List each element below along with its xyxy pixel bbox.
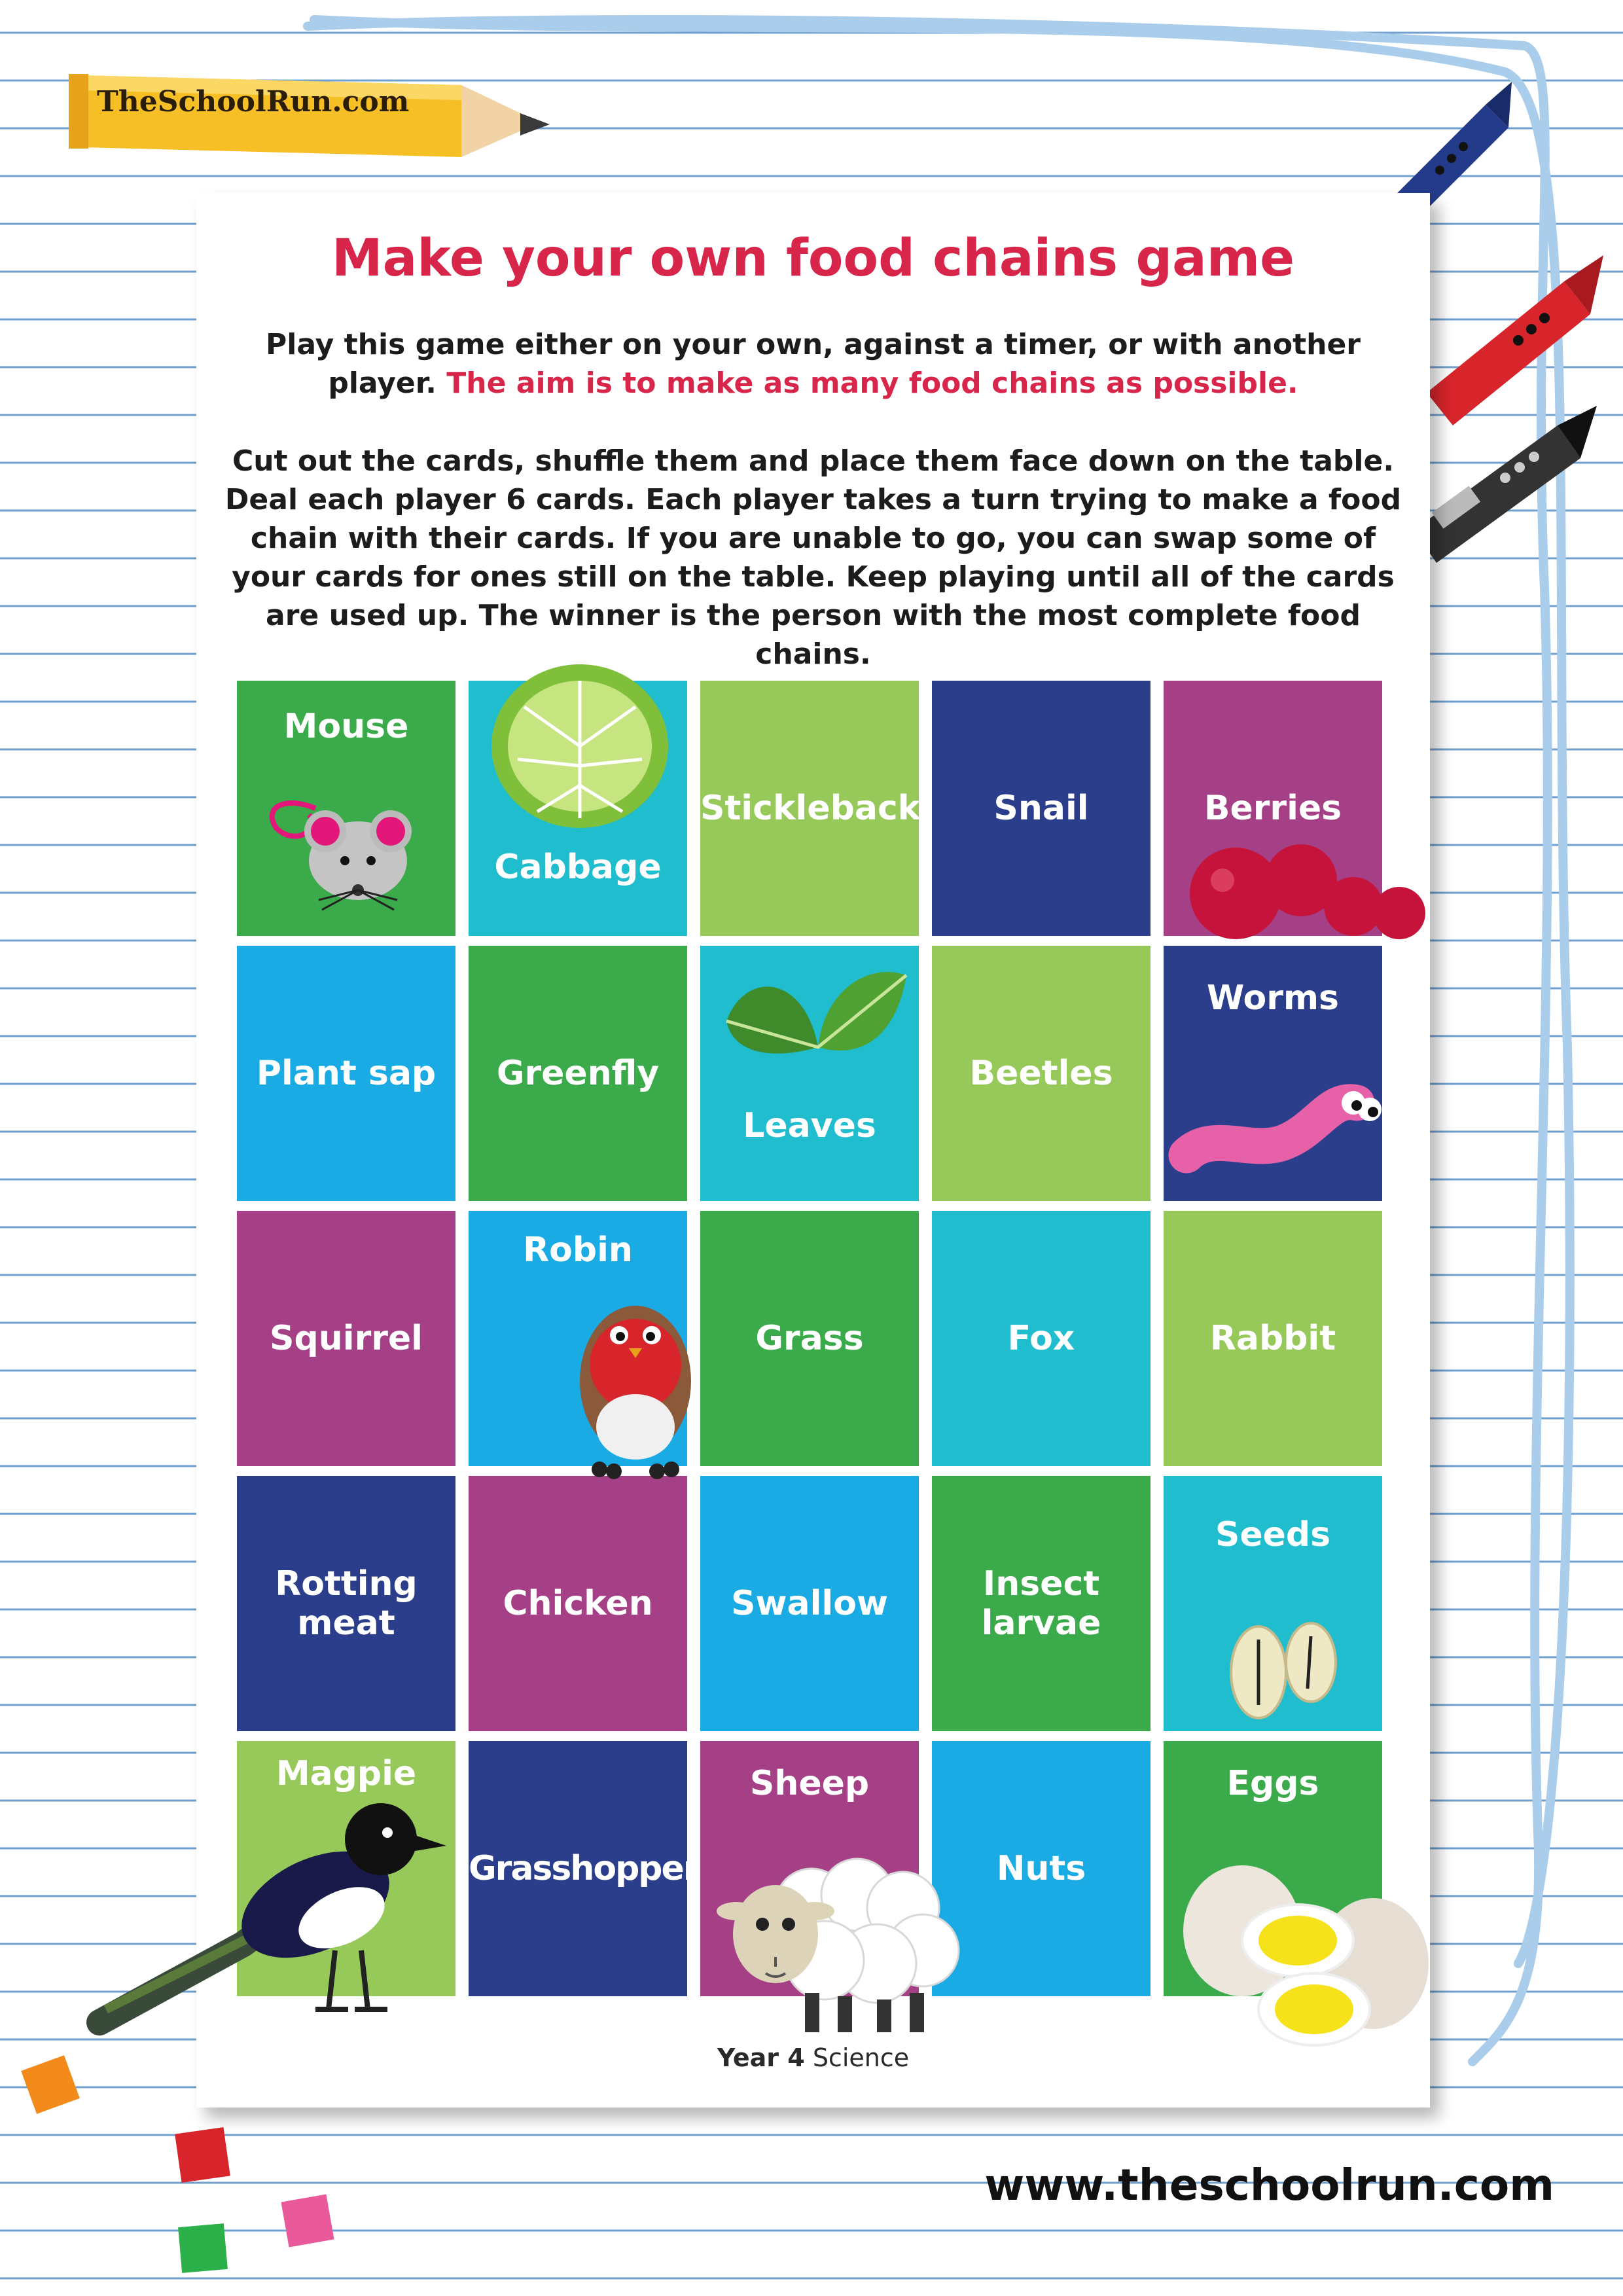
card-label: Swallow — [731, 1584, 888, 1623]
card-label: Greenfly — [496, 1054, 660, 1093]
card-grass[interactable] — [700, 1211, 919, 1466]
leaves-icon — [720, 962, 910, 1093]
card-magpie[interactable] — [237, 1741, 455, 1996]
sheep-icon — [713, 1846, 969, 2036]
berries-icon — [1183, 834, 1438, 946]
aim-text: The aim is to make as many food chains as possible. — [446, 367, 1298, 400]
card-label: Stickleback — [700, 789, 921, 828]
card-label: Insect larvae — [981, 1564, 1101, 1643]
cabbage-icon — [485, 655, 675, 838]
card-label: Berries — [1204, 789, 1342, 828]
card-cabbage[interactable] — [469, 681, 687, 936]
card-label: Seeds — [1215, 1515, 1331, 1554]
card-label: Snail — [993, 789, 1089, 828]
card-rabbit[interactable] — [1164, 1211, 1382, 1466]
card-label: Mouse — [283, 707, 409, 746]
card-greenfly[interactable] — [469, 946, 687, 1201]
footer-year: Year 4 — [717, 2043, 805, 2072]
card-grid — [237, 681, 1383, 1888]
card-label: Beetles — [969, 1054, 1113, 1093]
card-label: Eggs — [1226, 1764, 1319, 1803]
card-beetles[interactable] — [932, 946, 1150, 1201]
card-stickleback[interactable] — [700, 681, 919, 936]
card-label: Magpie — [276, 1754, 417, 1793]
card-grasshopper[interactable] — [469, 1741, 699, 1996]
card-label: Grass — [755, 1319, 864, 1358]
card-snail[interactable] — [932, 681, 1150, 936]
confetti-red — [175, 2127, 230, 2183]
card-label: Chicken — [503, 1584, 653, 1623]
logo-text: TheSchoolRun.com — [97, 85, 410, 118]
card-squirrel[interactable] — [237, 1211, 455, 1466]
website-url[interactable]: www.theschoolrun.com — [984, 2160, 1554, 2210]
card-label: Squirrel — [270, 1319, 423, 1358]
crayon-black-icon — [1407, 399, 1603, 550]
crayon-red-icon — [1414, 242, 1610, 412]
card-chicken[interactable] — [469, 1476, 687, 1731]
card-label: Rabbit — [1209, 1319, 1336, 1358]
robin-icon — [573, 1289, 698, 1479]
worm-icon — [1173, 1077, 1389, 1181]
confetti-green — [178, 2223, 228, 2273]
card-mouse[interactable] — [237, 681, 455, 936]
card-label: Cabbage — [494, 848, 662, 887]
eggs-icon — [1177, 1852, 1452, 2062]
magpie-icon — [99, 1793, 453, 2036]
intro-paragraph — [223, 325, 1404, 403]
card-plant-sap[interactable] — [237, 946, 455, 1201]
card-label: Worms — [1206, 978, 1339, 1018]
card-label: Fox — [1007, 1319, 1075, 1358]
instructions-paragraph: Cut out the cards, shuffle them and place them face down on the table. Deal each player 6 cards. Each player takes a turn trying to make a food chain with their cards. If you are unable to go, you can swap some of your cards for ones still on the table. Keep playing until all of the cards are used up. The winner is the person with the most complete food chains. — [224, 444, 1402, 671]
card-label: Robin — [523, 1230, 633, 1270]
card-rotting-meat[interactable] — [237, 1476, 455, 1731]
card-worms[interactable] — [1164, 946, 1382, 1201]
card-fox[interactable] — [932, 1211, 1150, 1466]
intro-text: Play this game either on your own, against a timer, or with another player. — [265, 328, 1361, 400]
card-label: Sheep — [749, 1764, 870, 1803]
card-seeds[interactable] — [1164, 1476, 1382, 1731]
seeds-icon — [1222, 1617, 1347, 1721]
card-label: Nuts — [996, 1849, 1086, 1888]
page-title: Make your own food chains game — [332, 229, 1294, 288]
card-eggs[interactable] — [1164, 1741, 1382, 1996]
confetti-pink — [281, 2194, 334, 2247]
card-insect-larvae[interactable] — [932, 1476, 1150, 1731]
card-label: Grasshopper — [469, 1849, 699, 1888]
card-label: Leaves — [743, 1106, 876, 1145]
footer-subject: Science — [812, 2043, 910, 2072]
card-robin[interactable] — [469, 1211, 687, 1466]
card-sheep[interactable] — [700, 1741, 919, 1996]
card-swallow[interactable] — [700, 1476, 919, 1731]
card-berries[interactable] — [1164, 681, 1382, 936]
mouse-icon — [257, 769, 420, 920]
card-leaves[interactable] — [700, 946, 919, 1201]
card-label: Rotting meat — [275, 1564, 418, 1643]
card-label: Plant sap — [256, 1054, 437, 1093]
